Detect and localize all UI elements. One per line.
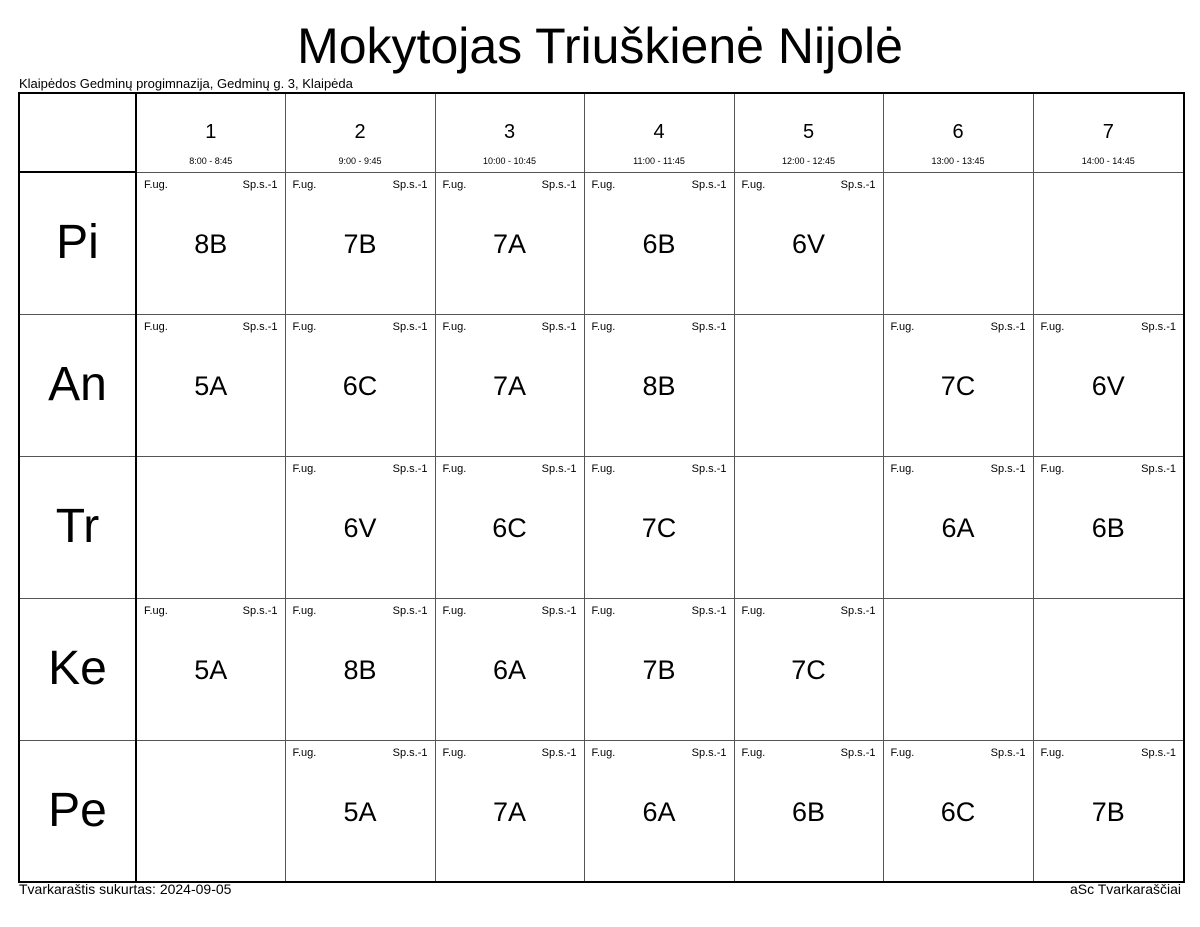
- lesson-cell: [285, 598, 435, 740]
- lesson-cell: [584, 598, 734, 740]
- lesson-subject: F.ug.: [442, 178, 467, 191]
- lesson-class: 7C: [940, 370, 976, 401]
- lesson-class: 8B: [194, 228, 228, 259]
- period-number: 1: [205, 121, 217, 143]
- lesson-subject: F.ug.: [591, 178, 616, 191]
- lesson-subject: F.ug.: [442, 462, 467, 475]
- lesson-class: 7C: [641, 512, 677, 543]
- lesson-room: Sp.s.-1: [541, 178, 577, 191]
- lesson-class: 7B: [642, 654, 676, 685]
- lesson-room: Sp.s.-1: [541, 462, 577, 475]
- lesson-room: Sp.s.-1: [242, 320, 278, 333]
- day-name: Ke: [48, 641, 107, 695]
- lesson-cell: [883, 314, 1033, 456]
- lesson-subject: F.ug.: [442, 746, 467, 759]
- timetable-grid: [18, 92, 1183, 881]
- lesson-subject: F.ug.: [292, 462, 317, 475]
- lesson-subject: F.ug.: [1040, 746, 1065, 759]
- lesson-class: 6V: [1091, 370, 1125, 401]
- lesson-class: 7B: [1091, 796, 1125, 827]
- lesson-subject: F.ug.: [890, 746, 915, 759]
- day-cell: [19, 456, 136, 598]
- period-header-5: [734, 93, 883, 172]
- lesson-subject: F.ug.: [741, 604, 766, 617]
- period-header-2: [285, 93, 435, 172]
- lesson-cell: [435, 456, 584, 598]
- period-time: 12:00 - 12:45: [781, 156, 836, 166]
- created-date: Tvarkaraštis sukurtas: 2024-09-05: [19, 881, 232, 897]
- day-name: Pe: [48, 783, 107, 837]
- empty-cell: [883, 598, 1033, 740]
- lesson-class: 6A: [941, 512, 975, 543]
- day-row-ke: [19, 598, 1184, 740]
- lesson-cell: [1033, 314, 1184, 456]
- period-time: 8:00 - 8:45: [189, 156, 233, 166]
- lesson-cell: [584, 456, 734, 598]
- lesson-cell: [734, 172, 883, 314]
- lesson-class: 6C: [492, 512, 527, 543]
- lesson-room: Sp.s.-1: [840, 178, 876, 191]
- lesson-cell: [136, 598, 285, 740]
- lesson-room: Sp.s.-1: [392, 462, 428, 475]
- lesson-room: Sp.s.-1: [541, 746, 577, 759]
- lesson-room: Sp.s.-1: [392, 178, 428, 191]
- timetable-table: [18, 92, 1185, 883]
- period-time: 13:00 - 13:45: [931, 156, 985, 166]
- lesson-subject: F.ug.: [144, 604, 168, 617]
- lesson-class: 8B: [343, 654, 377, 685]
- school-address: Klaipėdos Gedminų progimnazija, Gedminų g. 3, Klaipėda: [19, 76, 353, 91]
- lesson-subject: F.ug.: [144, 320, 168, 333]
- lesson-room: Sp.s.-1: [691, 746, 727, 759]
- lesson-room: Sp.s.-1: [392, 746, 428, 759]
- lesson-class: 6V: [343, 512, 377, 543]
- lesson-cell: [285, 172, 435, 314]
- lesson-cell: [584, 172, 734, 314]
- period-number: 2: [354, 121, 366, 143]
- day-name: An: [48, 357, 107, 411]
- period-number: 4: [653, 121, 665, 143]
- lesson-cell: [136, 314, 285, 456]
- empty-cell: [136, 456, 285, 598]
- lesson-room: Sp.s.-1: [840, 604, 876, 617]
- period-time: 11:00 - 11:45: [633, 156, 685, 166]
- lesson-cell: [435, 598, 584, 740]
- day-row-tr: [19, 456, 1184, 598]
- lesson-cell: [136, 172, 285, 314]
- day-row-pe: [19, 740, 1184, 882]
- lesson-class: 6V: [791, 228, 826, 259]
- lesson-cell: [435, 172, 584, 314]
- lesson-class: 7A: [492, 796, 527, 827]
- lesson-class: 8B: [642, 370, 676, 401]
- lesson-class: 6C: [342, 370, 378, 401]
- lesson-class: 5A: [343, 796, 377, 827]
- lesson-subject: F.ug.: [144, 178, 168, 191]
- period-number: 7: [1102, 121, 1114, 143]
- lesson-subject: F.ug.: [741, 746, 766, 759]
- lesson-room: Sp.s.-1: [691, 320, 727, 333]
- lesson-room: Sp.s.-1: [990, 746, 1026, 759]
- period-time: 9:00 - 9:45: [338, 156, 382, 166]
- lesson-cell: [883, 740, 1033, 882]
- empty-cell: [734, 456, 883, 598]
- page-title: Mokytojas Triuškienė Nijolė: [297, 18, 903, 74]
- lesson-room: Sp.s.-1: [242, 604, 278, 617]
- lesson-class: 6B: [1091, 512, 1125, 543]
- lesson-cell: [285, 456, 435, 598]
- lesson-class: 7C: [791, 654, 826, 685]
- lesson-room: Sp.s.-1: [242, 178, 278, 191]
- period-number: 5: [802, 121, 815, 143]
- lesson-room: Sp.s.-1: [392, 320, 428, 333]
- empty-cell: [1033, 598, 1184, 740]
- day-name: Pi: [56, 216, 99, 269]
- lesson-subject: F.ug.: [591, 746, 616, 759]
- lesson-room: Sp.s.-1: [691, 462, 727, 475]
- day-name: Tr: [55, 499, 100, 553]
- lesson-subject: F.ug.: [890, 462, 915, 475]
- lesson-cell: [285, 314, 435, 456]
- lesson-subject: F.ug.: [442, 604, 467, 617]
- lesson-class: 5A: [194, 654, 228, 685]
- period-header-6: [883, 93, 1033, 172]
- period-header-4: [584, 93, 734, 172]
- period-header-7: [1033, 93, 1184, 172]
- lesson-room: Sp.s.-1: [392, 604, 428, 617]
- lesson-room: Sp.s.-1: [1141, 320, 1176, 333]
- lesson-subject: F.ug.: [292, 178, 317, 191]
- empty-cell: [1033, 172, 1184, 314]
- lesson-class: 7B: [343, 228, 377, 259]
- lesson-class: 6B: [642, 228, 676, 259]
- lesson-cell: [435, 740, 584, 882]
- lesson-cell: [734, 598, 883, 740]
- lesson-room: Sp.s.-1: [990, 462, 1026, 475]
- lesson-cell: [584, 314, 734, 456]
- lesson-subject: F.ug.: [442, 320, 467, 333]
- lesson-cell: [1033, 456, 1184, 598]
- lesson-class: 7A: [492, 370, 527, 401]
- corner-cell: [19, 93, 136, 172]
- lesson-room: Sp.s.-1: [1141, 462, 1176, 475]
- lesson-cell: [734, 740, 883, 882]
- lesson-cell: [285, 740, 435, 882]
- lesson-room: Sp.s.-1: [1141, 746, 1176, 759]
- day-cell: [19, 598, 136, 740]
- lesson-subject: F.ug.: [1040, 462, 1065, 475]
- lesson-cell: [1033, 740, 1184, 882]
- lesson-room: Sp.s.-1: [691, 178, 727, 191]
- lesson-cell: [584, 740, 734, 882]
- lesson-subject: F.ug.: [890, 320, 915, 333]
- lesson-room: Sp.s.-1: [541, 320, 577, 333]
- lesson-room: Sp.s.-1: [990, 320, 1026, 333]
- empty-cell: [734, 314, 883, 456]
- lesson-subject: F.ug.: [591, 462, 616, 475]
- lesson-subject: F.ug.: [292, 746, 317, 759]
- lesson-cell: [883, 456, 1033, 598]
- empty-cell: [883, 172, 1033, 314]
- period-number: 6: [952, 121, 964, 143]
- lesson-class: 6C: [940, 796, 976, 827]
- lesson-class: 7A: [492, 228, 527, 259]
- period-time: 10:00 - 10:45: [482, 156, 537, 166]
- lesson-room: Sp.s.-1: [840, 746, 876, 759]
- period-header-1: [136, 93, 285, 172]
- lesson-class: 6A: [642, 796, 676, 827]
- brand-label: aSc Tvarkaraščiai: [1069, 881, 1181, 897]
- day-cell: [19, 172, 136, 314]
- period-number: 3: [503, 121, 516, 143]
- day-row-pi: [19, 172, 1184, 314]
- lesson-subject: F.ug.: [1040, 320, 1065, 333]
- period-header-3: [435, 93, 584, 172]
- lesson-subject: F.ug.: [292, 320, 317, 333]
- lesson-class: 6B: [791, 796, 826, 827]
- lesson-subject: F.ug.: [591, 604, 616, 617]
- period-time: 14:00 - 14:45: [1081, 156, 1135, 166]
- day-cell: [19, 314, 136, 456]
- period-header-row: [19, 93, 1184, 172]
- lesson-class: 5A: [194, 370, 228, 401]
- lesson-room: Sp.s.-1: [541, 604, 577, 617]
- empty-cell: [136, 740, 285, 882]
- lesson-subject: F.ug.: [741, 178, 766, 191]
- lesson-subject: F.ug.: [292, 604, 317, 617]
- lesson-room: Sp.s.-1: [691, 604, 727, 617]
- lesson-class: 6A: [492, 654, 527, 685]
- lesson-subject: F.ug.: [591, 320, 616, 333]
- day-cell: [19, 740, 136, 882]
- day-row-an: [19, 314, 1184, 456]
- lesson-cell: [435, 314, 584, 456]
